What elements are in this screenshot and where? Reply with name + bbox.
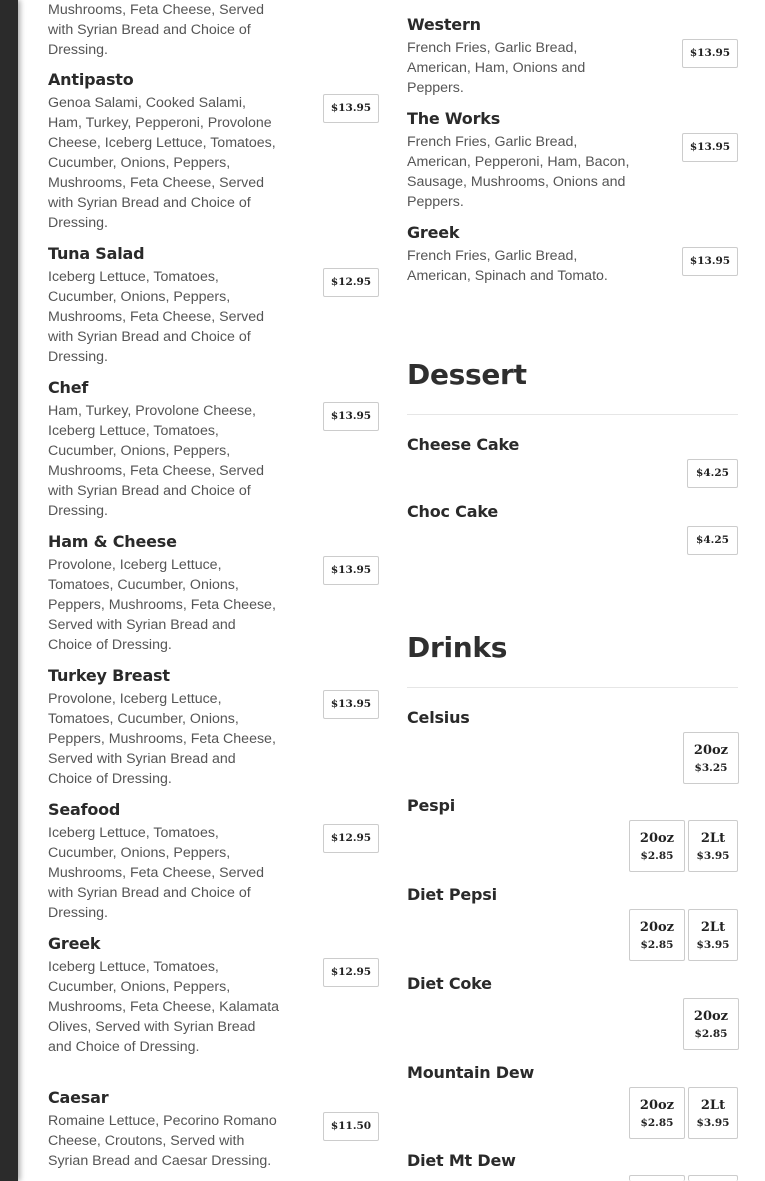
price-tag: $4.25 <box>687 526 738 555</box>
size-price-box <box>629 909 685 961</box>
price-tag: $13.95 <box>323 94 379 123</box>
price-tag: $12.95 <box>323 958 379 987</box>
menu-item-antipasto <box>48 70 379 233</box>
item-name: Greek <box>48 934 101 953</box>
price-tag: $11.50 <box>323 1112 379 1141</box>
section-title-drinks: Drinks <box>407 631 508 664</box>
item-name: Seafood <box>48 800 121 819</box>
drink-item-diet-coke <box>407 974 738 1040</box>
item-name: Antipasto <box>48 70 134 89</box>
price-tag: $12.95 <box>323 824 379 853</box>
size-price-box <box>683 998 739 1050</box>
price-tag: $13.95 <box>682 247 738 276</box>
menu-item-caesar <box>48 1088 379 1171</box>
size-label: 20oz <box>639 831 675 846</box>
item-description: Provolone, Iceberg Lettuce, Tomatoes, Cucumber, Onions, Peppers, Mushrooms, Feta Cheese, Served with Syrian Bread and Choice of Dressing. <box>48 557 276 653</box>
size-label: 2Lt <box>700 920 726 935</box>
item-name: Cheese Cake <box>407 435 520 454</box>
menu-item-cheese-cake <box>407 435 738 479</box>
price-amount: $3.95 <box>696 939 730 951</box>
item-name: Pespi <box>407 796 456 815</box>
size-price-box <box>688 909 738 961</box>
size-price-box <box>688 820 738 872</box>
price-amount: $2.85 <box>640 850 674 862</box>
drink-item-pespi <box>407 796 738 862</box>
menu-item-western <box>407 15 738 98</box>
price-tag: $13.95 <box>682 39 738 68</box>
menu-item-choc-cake <box>407 502 738 546</box>
size-price-box <box>629 820 685 872</box>
size-label: 20oz <box>693 743 729 758</box>
price-tag: $13.95 <box>323 556 379 585</box>
price-amount: $3.25 <box>694 762 728 774</box>
size-price-box <box>688 1175 738 1181</box>
drink-item-celsius <box>407 708 738 774</box>
price-tag: $13.95 <box>323 690 379 719</box>
price-tag: $13.95 <box>682 133 738 162</box>
item-name: Western <box>407 15 481 34</box>
left-edge-shadow <box>0 0 18 1181</box>
section-divider <box>407 687 738 688</box>
item-description: French Fries, Garlic Bread, American, Spinach and Tomato. <box>407 248 608 284</box>
item-name: Ham & Cheese <box>48 532 177 551</box>
item-name: Diet Mt Dew <box>407 1151 516 1170</box>
menu-item-seafood <box>48 800 379 923</box>
size-price-box <box>683 732 739 784</box>
size-price-box <box>688 1087 738 1139</box>
item-name: Caesar <box>48 1088 109 1107</box>
drink-item-mountain-dew <box>407 1063 738 1129</box>
item-description: French Fries, Garlic Bread, American, Pepperoni, Ham, Bacon, Sausage, Mushrooms, Onions and Peppers. <box>407 134 630 210</box>
menu-item-tuna-salad <box>48 244 379 367</box>
price-amount: $3.95 <box>696 850 730 862</box>
item-name: Greek <box>407 223 460 242</box>
menu-item-greek-salad <box>48 934 379 1057</box>
drink-item-diet-mt-dew <box>407 1151 738 1171</box>
item-description: Provolone, Iceberg Lettuce, Tomatoes, Cucumber, Onions, Peppers, Mushrooms, Feta Cheese, Served with Syrian Bread and Choice of Dressing. <box>48 691 276 787</box>
price-amount: $2.85 <box>640 939 674 951</box>
item-name: Chef <box>48 378 89 397</box>
item-name: The Works <box>407 109 501 128</box>
item-name: Choc Cake <box>407 502 498 521</box>
section-divider <box>407 414 738 415</box>
item-name: Tuna Salad <box>48 244 145 263</box>
menu-item-turkey-breast <box>48 666 379 789</box>
item-name: Turkey Breast <box>48 666 170 685</box>
size-label: 2Lt <box>700 831 726 846</box>
size-label: 20oz <box>639 1098 675 1113</box>
item-description: Iceberg Lettuce, Tomatoes, Cucumber, Onions, Peppers, Mushrooms, Feta Cheese, Kalamata Olives, Served with Syrian Bread and Choice of Dressing. <box>48 959 280 1055</box>
price-tag: $4.25 <box>687 459 738 488</box>
drink-item-diet-pepsi <box>407 885 738 951</box>
item-name: Celsius <box>407 708 470 727</box>
item-name: Diet Pepsi <box>407 885 497 904</box>
menu-item-ham-cheese <box>48 532 379 655</box>
item-description: Iceberg Lettuce, Tomatoes, Cucumber, Onions, Peppers, Mushrooms, Feta Cheese, Served with Syrian Bread and Choice of Dressing. <box>48 269 265 365</box>
menu-item-the-works <box>407 109 738 212</box>
price-tag: $12.95 <box>323 268 379 297</box>
price-amount: $2.85 <box>640 1117 674 1129</box>
item-description: Genoa Salami, Cooked Salami, Ham, Turkey, Pepperoni, Provolone Cheese, Iceberg Lettuce, Tomatoes, Cucumber, Onions, Peppers, Mushrooms, Feta Cheese, Served with Syrian Bread and Choice of Dressing. <box>48 95 276 231</box>
item-name: Diet Coke <box>407 974 492 993</box>
item-description: French Fries, Garlic Bread, American, Ham, Onions and Peppers. <box>407 40 586 96</box>
item-description: Ham, Turkey, Provolone Cheese, Iceberg Lettuce, Tomatoes, Cucumber, Onions, Peppers, Mushrooms, Feta Cheese, Served with Syrian Bread and Choice of Dressing. <box>48 403 265 519</box>
menu-item-chef <box>48 378 379 521</box>
section-title-dessert: Dessert <box>407 358 527 391</box>
item-description: Romaine Lettuce, Pecorino Romano Cheese, Croutons, Served with Syrian Bread and Caesar Dressing. <box>48 1113 277 1169</box>
item-description: Iceberg Lettuce, Tomatoes, Cucumber, Onions, Peppers, Mushrooms, Feta Cheese, Served with Syrian Bread and Choice of Dressing. <box>48 825 265 921</box>
item-name: Mountain Dew <box>407 1063 535 1082</box>
size-label: 20oz <box>639 920 675 935</box>
size-label: 20oz <box>693 1009 729 1024</box>
price-amount: $2.85 <box>694 1028 728 1040</box>
menu-item-greek-fries <box>407 223 738 286</box>
size-price-box <box>629 1175 685 1181</box>
price-tag: $13.95 <box>323 402 379 431</box>
item-description-fragment: Mushrooms, Feta Cheese, Served with Syrian Bread and Choice of Dressing. <box>48 2 265 58</box>
size-label: 2Lt <box>700 1098 726 1113</box>
size-price-box <box>629 1087 685 1139</box>
price-amount: $3.95 <box>696 1117 730 1129</box>
